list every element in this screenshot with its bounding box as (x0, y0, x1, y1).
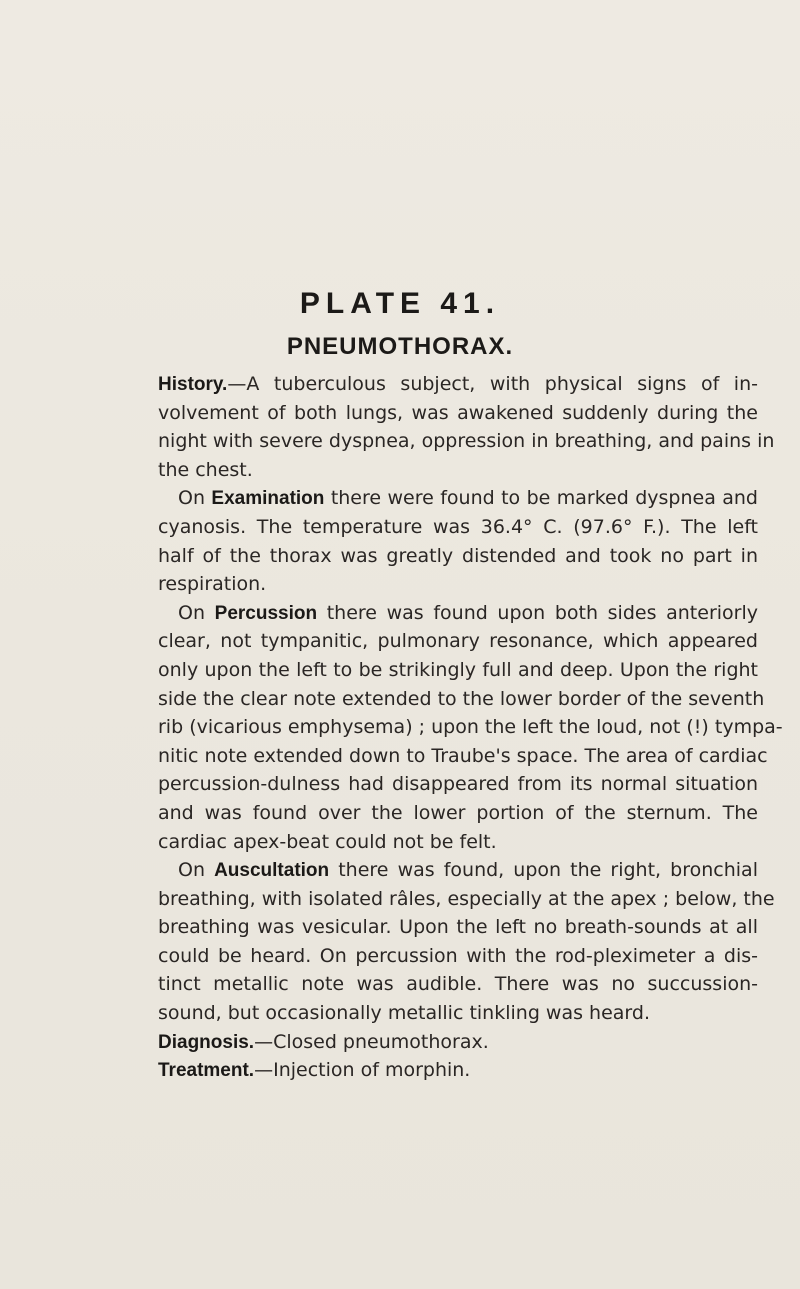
text-line (158, 770, 758, 799)
line-lead: On (178, 859, 215, 882)
text-line (158, 484, 758, 513)
line-text: cyanosis. The temperature was 36.4° C. (97.6° F.). The left (158, 515, 758, 538)
section-heading: Diagnosis. (158, 1031, 255, 1053)
line-text: night with severe dyspnea, oppression in breathing, and pains in (158, 430, 775, 453)
section-heading: History. (158, 374, 228, 395)
text-line (158, 1056, 758, 1085)
line-text: the chest. (158, 458, 253, 481)
case-text (158, 370, 783, 1085)
line-text: cardiac apex-beat could not be felt. (158, 830, 497, 853)
line-text: clear, not tympanitic, pulmonary resonance, which appeared (158, 630, 758, 653)
text-line (158, 799, 758, 828)
plate-title: PLATE 41. (299, 287, 501, 320)
line-text: tinct metallic note was audible. There was no succussion- (158, 973, 758, 996)
text-line (158, 399, 758, 428)
text-line (158, 942, 758, 971)
text-line (158, 713, 783, 742)
line-text: could be heard. On percussion with the rod-pleximeter a dis- (158, 944, 758, 967)
text-line (158, 856, 758, 885)
text-line (158, 742, 768, 771)
line-text: half of the thorax was greatly distended and took no part in (158, 544, 758, 567)
text-line (158, 599, 758, 628)
text-line (158, 656, 758, 685)
subject-title: PNEUMOTHORAX. (286, 333, 514, 360)
section-heading: Auscultation (214, 860, 330, 882)
section-heading: Examination (211, 488, 325, 510)
line-text: —A tuberculous subject, with physical signs of in- (227, 373, 758, 395)
line-text: only upon the left to be strikingly full and deep. Upon the right (158, 658, 758, 681)
line-text: there were found to be marked dyspnea and (324, 487, 758, 510)
text-line (158, 970, 758, 999)
line-text: there was found upon both sides anteriorly (317, 601, 758, 624)
line-text: breathing was vesicular. Upon the left no breath-sounds at all (158, 916, 758, 939)
text-line (158, 685, 765, 714)
line-text: nitic note extended down to Traube's space. The area of cardiac (158, 744, 768, 767)
line-text: volvement of both lungs, was awakened suddenly during the (158, 401, 758, 424)
line-text: respiration. (158, 573, 267, 596)
line-text: rib (vicarious emphysema) ; upon the left the loud, not (!) tympa- (158, 716, 783, 739)
text-line (158, 1028, 758, 1057)
text-line (158, 370, 758, 399)
line-text: —Injection of morphin. (254, 1059, 471, 1082)
text-line (158, 542, 758, 571)
text-line (158, 913, 758, 942)
text-line (158, 885, 775, 914)
line-text: breathing, with isolated râles, especially at the apex ; below, the (158, 887, 775, 910)
line-text: —Closed pneumothorax. (254, 1030, 489, 1053)
text-line (158, 570, 758, 599)
line-text: and was found over the lower portion of the sternum. The (158, 801, 758, 824)
text-line (158, 456, 758, 485)
text-line (158, 627, 758, 656)
line-text: there was found, upon the right, bronchial (329, 859, 758, 882)
line-text: sound, but occasionally metallic tinkling was heard. (158, 1002, 650, 1025)
text-line (158, 427, 775, 456)
line-text: percussion-dulness had disappeared from its normal situation (158, 773, 758, 796)
text-line (158, 828, 758, 857)
section-heading: Treatment. (158, 1060, 255, 1082)
section-heading: Percussion (214, 602, 318, 624)
line-lead: On (178, 487, 212, 510)
line-lead: On (178, 601, 215, 624)
text-line (158, 513, 758, 542)
line-text: side the clear note extended to the lower border of the seventh (158, 687, 765, 710)
text-line (158, 999, 758, 1028)
